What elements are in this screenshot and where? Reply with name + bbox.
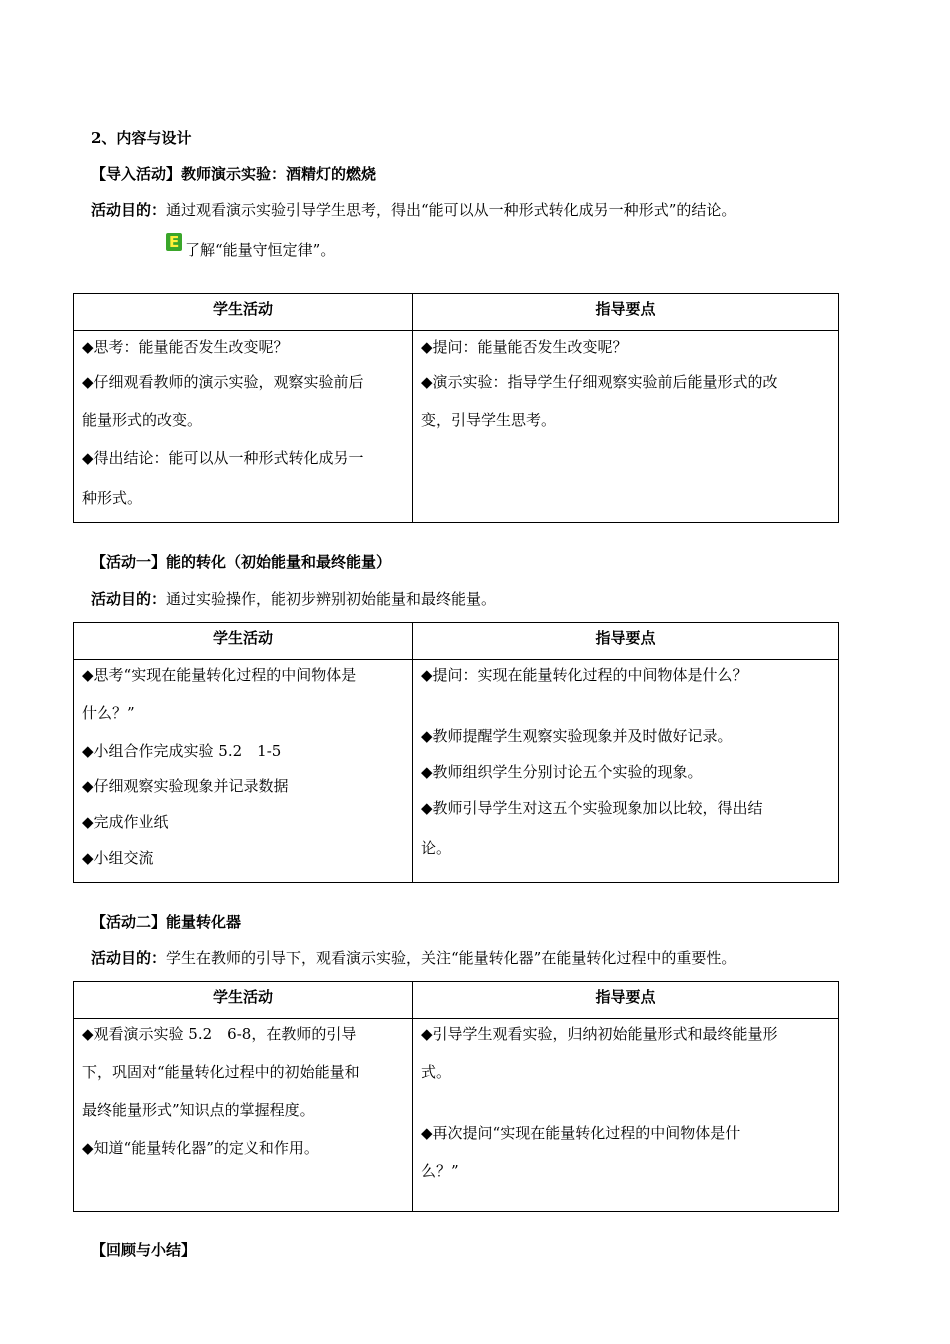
activity2-title [91,912,241,932]
activity2-table [73,981,839,1212]
list-item: ◆教师组织学生分别讨论五个实验的现象。 [421,763,703,781]
intro-col-student: 学生活动 [74,294,413,331]
list-item: 么？” [421,1162,459,1180]
activity1-col-guide: 指导要点 [413,623,839,660]
list-item: ◆教师提醒学生观察实验现象并及时做好记录。 [421,727,733,745]
intro-goal [91,200,736,220]
list-item: ◆得出结论：能可以从一种形式转化成另一 [82,449,364,467]
activity2-goal-label: 活动目的： [91,949,167,967]
list-item: 什么？” [82,704,135,722]
list-item: ◆思考：能量能否发生改变呢？ [82,338,289,356]
list-item: ◆小组交流 [82,849,154,867]
activity1-title-bracket: 【活动一】 [91,553,167,571]
intro-table [73,293,839,523]
list-item: ◆再次提问“实现在能量转化过程的中间物体是什 [421,1124,741,1142]
list-item: ◆仔细观看教师的演示实验，观察实验前后 [82,373,364,391]
intro-title [91,164,376,184]
list-item: ◆提问：能量能否发生改变呢？ [421,338,628,356]
list-item: ◆思考“实现在能量转化过程的中间物体是 [82,666,357,684]
activity1-col-student: 学生活动 [74,623,413,660]
intro-title-text: 教师演示实验：酒精灯的燃烧 [181,165,377,183]
review-title: 【回顾与小结】 [91,1241,197,1259]
e-resource-icon[interactable]: E [166,233,182,251]
list-item: 下，巩固对“能量转化过程中的初始能量和 [82,1063,360,1081]
activity2-goal-text: 学生在教师的引导下，观看演示实验，关注“能量转化器”在能量转化过程中的重要性。 [166,949,737,967]
list-item: 种形式。 [82,489,143,507]
activity1-goal-text: 通过实验操作，能初步辨别初始能量和最终能量。 [166,590,497,608]
activity1-goal-label: 活动目的： [91,590,167,608]
intro-title-bracket: 【导入活动】 [91,165,182,183]
list-item: ◆引导学生观看实验，归纳初始能量形式和最终能量形 [421,1025,778,1043]
list-item: 能量形式的改变。 [82,411,203,429]
list-item: 论。 [421,839,452,857]
list-item: 式。 [421,1063,452,1081]
activity1-title-text: 能的转化（初始能量和最终能量） [166,553,392,571]
list-item: ◆演示实验：指导学生仔细观察实验前后能量形式的改 [421,373,778,391]
list-item: ◆教师引导学生对这五个实验现象加以比较，得出结 [421,799,763,817]
list-item: 变，引导学生思考。 [421,411,557,429]
list-item: ◆提问：实现在能量转化过程的中间物体是什么？ [421,666,748,684]
activity2-goal [91,948,736,968]
activity1-goal [91,589,496,609]
activity2-title-bracket: 【活动二】 [91,913,167,931]
section-heading: 2、内容与设计 [91,129,192,147]
list-item: ◆小组合作完成实验 5.2 1-5 [82,742,282,760]
list-item: ◆知道“能量转化器”的定义和作用。 [82,1139,319,1157]
list-item: 最终能量形式”知识点的掌握程度。 [82,1101,315,1119]
intro-link-text[interactable]: 了解“能量守恒定律”。 [185,241,336,259]
intro-goal-label: 活动目的： [91,201,167,219]
activity2-title-text: 能量转化器 [166,913,242,931]
activity1-table [73,622,839,883]
list-item: ◆完成作业纸 [82,813,169,831]
activity2-col-student: 学生活动 [74,982,413,1019]
list-item: ◆仔细观察实验现象并记录数据 [82,777,289,795]
activity2-col-guide: 指导要点 [413,982,839,1019]
activity1-title [91,552,391,572]
intro-col-guide: 指导要点 [413,294,839,331]
list-item: ◆观看演示实验 5.2 6-8，在教师的引导 [82,1025,357,1043]
intro-goal-text: 通过观看演示实验引导学生思考，得出“能可以从一种形式转化成另一种形式”的结论。 [166,201,737,219]
